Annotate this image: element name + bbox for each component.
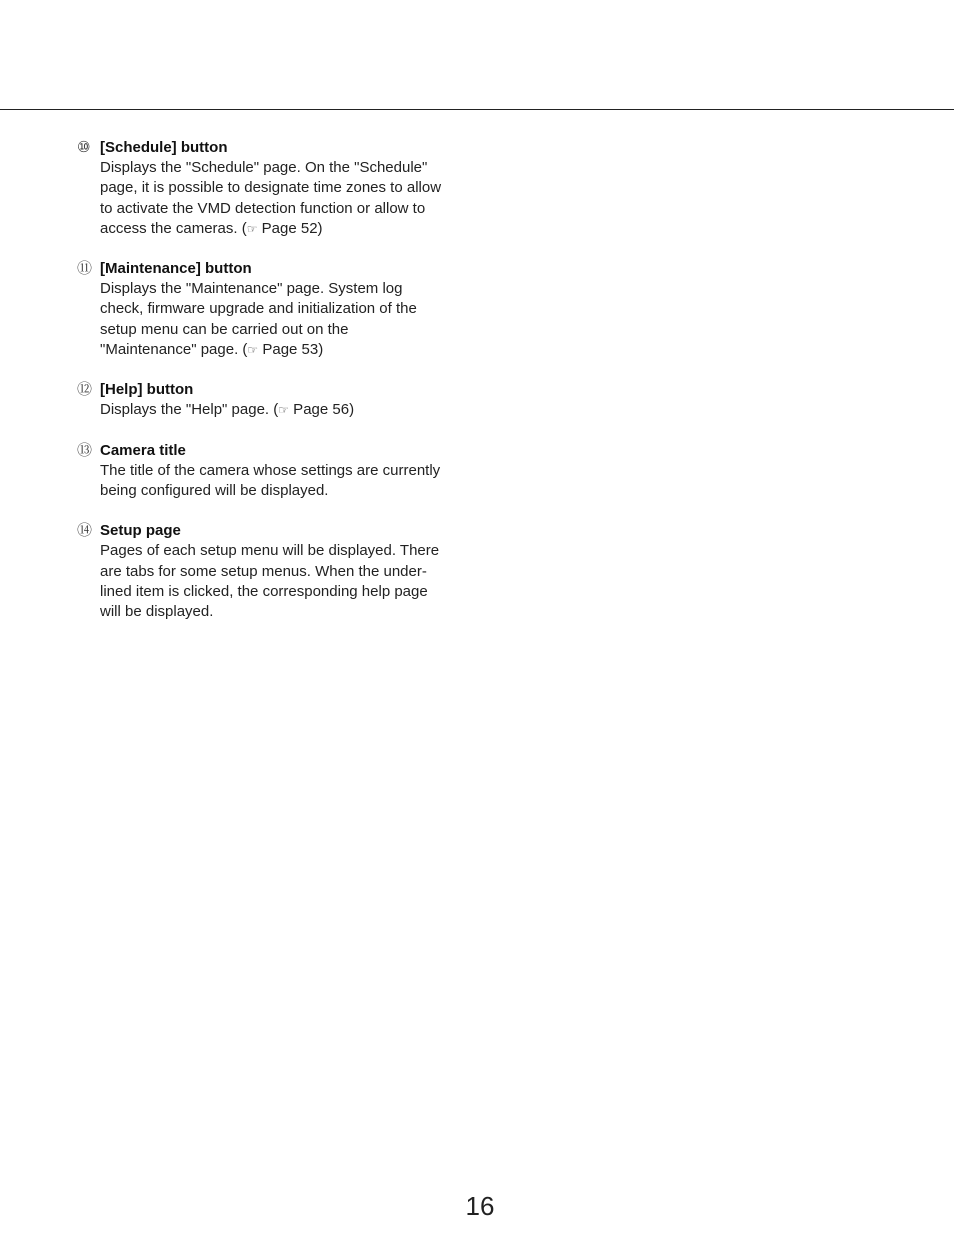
item-description — [100, 400, 477, 420]
item-heading: [Schedule] button — [100, 139, 228, 156]
item-number: ⑫ — [77, 381, 93, 399]
item-heading: Setup page — [100, 522, 181, 540]
item-heading: [Help] button — [100, 381, 194, 399]
pointing-hand-icon: ☞ — [246, 221, 258, 236]
list-item-setup-page — [77, 521, 477, 622]
list-item-camera-title — [77, 441, 477, 502]
item-number: ⑬ — [77, 441, 93, 459]
page-reference — [278, 401, 354, 418]
item-number: ⑪ — [77, 260, 93, 278]
item-heading: [Maintenance] button — [100, 260, 252, 278]
pointing-hand-icon: ☞ — [278, 403, 290, 418]
item-number: ⑩ — [77, 139, 91, 156]
list-item-help-button — [77, 380, 477, 420]
list-item-maintenance-button — [77, 259, 477, 360]
item-description — [100, 158, 477, 239]
item-description-text: Displays the "Help" page. ( — [100, 401, 279, 419]
item-description-text: The title of the camera whose settings are currently being configured will be displayed. — [100, 461, 441, 499]
item-description — [100, 461, 477, 502]
list-item-schedule-button — [77, 138, 477, 239]
pointing-hand-icon: ☞ — [247, 343, 259, 358]
item-description — [100, 279, 477, 360]
item-description — [100, 541, 477, 622]
page-reference — [247, 341, 323, 358]
description-list — [77, 138, 477, 642]
item-description-text: Displays the "Maintenance" page. System log check, firmware upgrade and initialization of the setup menu can be carried out on the "Maintenance" page. ( — [100, 280, 417, 359]
item-number: ⑭ — [77, 522, 93, 540]
page-number: 16 — [465, 1191, 495, 1221]
page-reference-text: Page 52) — [257, 219, 323, 237]
page-reference — [247, 220, 323, 237]
page-reference-text: Page 56) — [289, 401, 355, 419]
header-rule — [0, 109, 954, 110]
item-description-text: Displays the "Schedule" page. On the "Schedule" page, it is possible to designate time zones to allow to activate the VMD detection function or allow to access the cameras. ( — [100, 159, 442, 237]
item-heading: Camera title — [100, 441, 186, 459]
item-description-text: Pages of each setup menu will be displayed. There are tabs for some setup menus. When the under- lined item is clicked, the corresponding help page will be displayed. — [100, 542, 440, 621]
page-reference-text: Page 53) — [258, 341, 324, 359]
